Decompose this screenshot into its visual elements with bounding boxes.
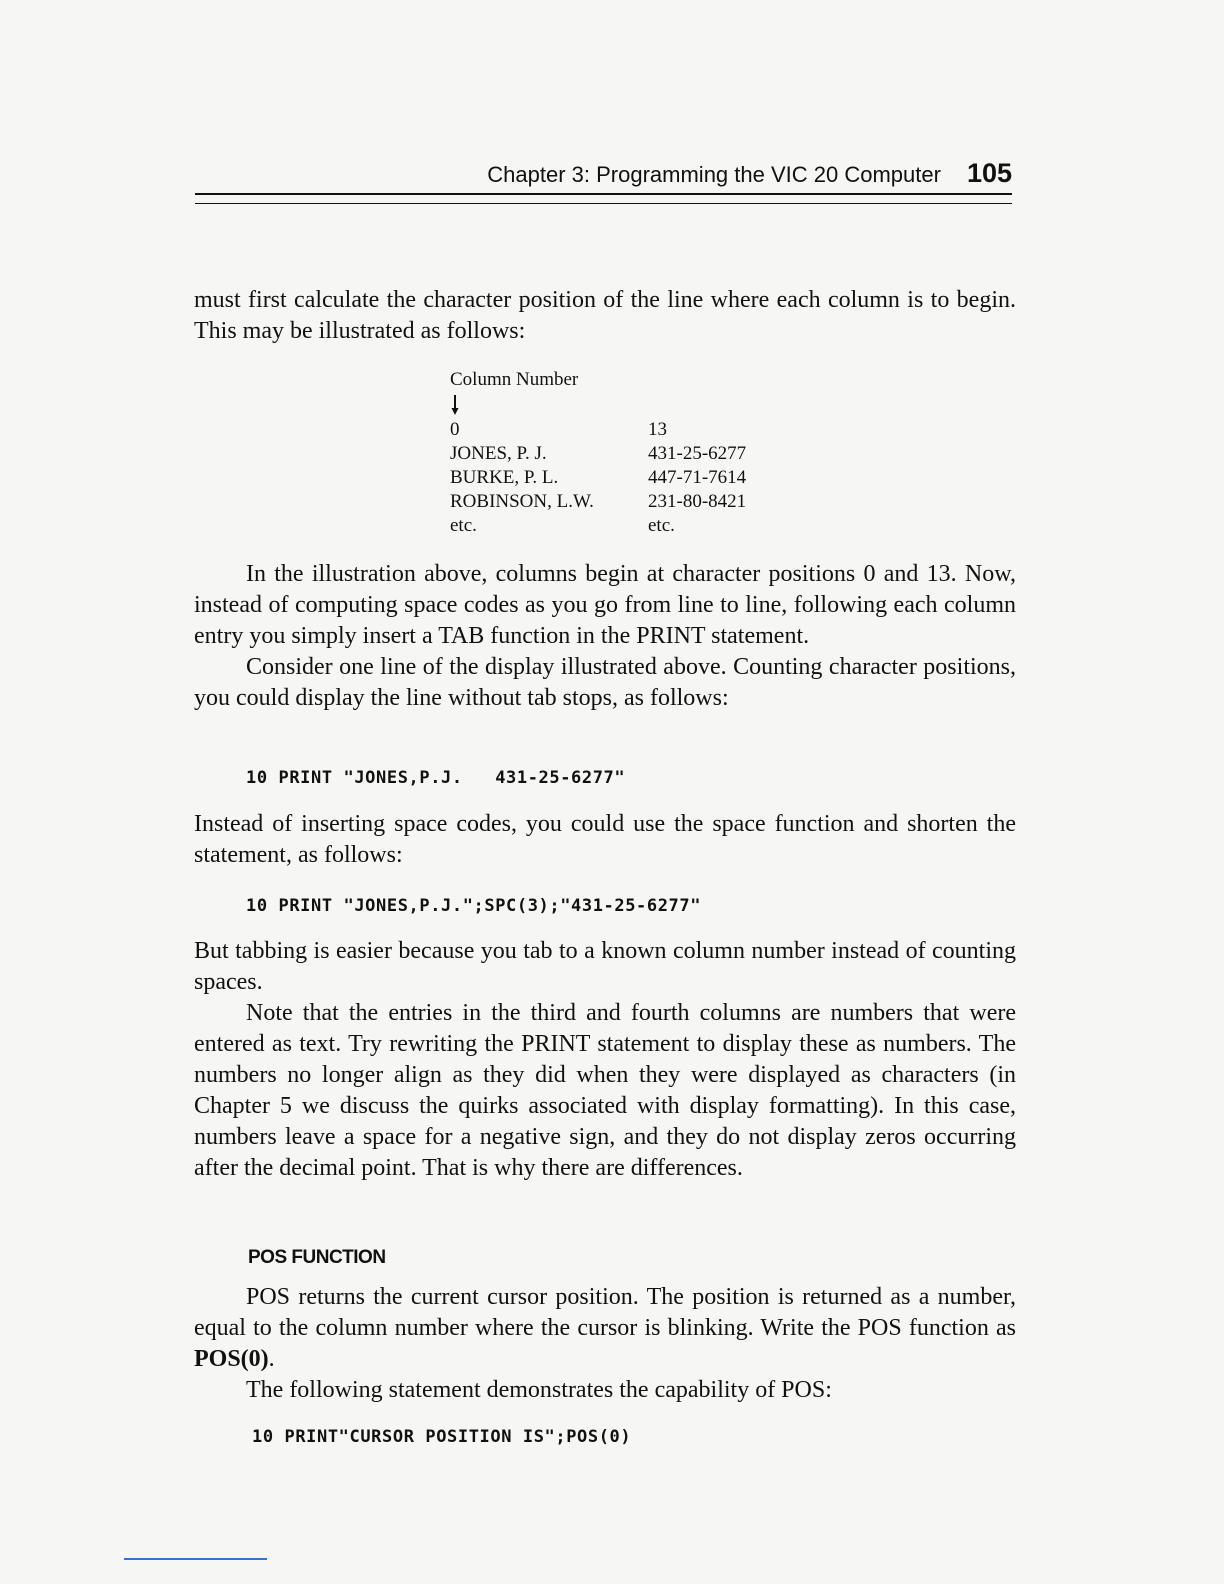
header-rule-thick [195, 193, 1012, 195]
column-illustration [450, 368, 746, 538]
table-row [450, 514, 746, 538]
footer-rule [124, 1558, 267, 1560]
table-cell: 231-80-8421 [648, 491, 747, 512]
table-row [450, 418, 746, 442]
paragraph-text: Consider one line of the display illustrated above. Counting character positions, you could display the line without tab stops, as follows: [194, 654, 1016, 711]
paragraph-text [194, 1282, 1016, 1375]
chapter-title: Chapter 3: Programming the VIC 20 Computer [487, 162, 941, 187]
paragraph-text-end: . [268, 1346, 275, 1372]
table-cell: BURKE, P. L. [450, 467, 559, 488]
inline-code-bold: POS(0) [194, 1346, 269, 1372]
illustration-heading: Column Number [450, 369, 579, 390]
paragraph-group-3 [194, 936, 1016, 1184]
section-heading: POS FUNCTION [248, 1247, 386, 1268]
table-row [450, 466, 746, 490]
table-cell: 431-25-6277 [648, 443, 747, 464]
paragraph-text: In the illustration above, columns begin at character positions 0 and 13. Now, instead of computing space codes as you go from line to line, following each column entry you simply insert a TAB function in the PRINT statement. [194, 561, 1016, 649]
illustration-table [450, 418, 746, 538]
table-cell: ROBINSON, L.W. [450, 491, 594, 512]
down-arrow-icon [450, 392, 746, 418]
paragraph-group-4 [194, 1282, 1016, 1406]
paragraph-text: must first calculate the character position of the line where each column is to begin. This may be illustrated as follows: [194, 287, 1016, 344]
table-cell: JONES, P. J. [450, 443, 547, 464]
page-number: 105 [966, 158, 1012, 188]
paragraph-text: Note that the entries in the third and fourth columns are numbers that were entered as text. Try rewriting the PRINT statement to display these as numbers. The numbers no longer align as they did when they were displayed as characters (in Chapter 5 we discuss the quirks associated with display formatting). In this case, numbers leave a space for a negative sign, and they do not display zeros occurring after the decimal point. That is why there are differences. [194, 1000, 1016, 1181]
running-header [195, 158, 1012, 190]
paragraph-text: But tabbing is easier because you tab to a known column number instead of counting spaces. [194, 938, 1016, 995]
paragraph-group-2 [194, 809, 1016, 871]
paragraph-intro [194, 285, 1016, 347]
code-line: 10 PRINT"CURSOR POSITION IS";POS(0) [252, 1427, 632, 1447]
table-cell: 0 [450, 419, 460, 440]
table-cell: etc. [648, 515, 675, 536]
code-line: 10 PRINT "JONES,P.J. 431-25-6277" [246, 768, 626, 788]
table-row [450, 442, 746, 466]
code-line: 10 PRINT "JONES,P.J.";SPC(3);"431-25-6277" [246, 896, 702, 916]
paragraph-text: The following statement demonstrates the capability of POS: [246, 1377, 832, 1403]
table-cell: etc. [450, 515, 477, 536]
header-rule-thin [195, 203, 1012, 204]
table-cell: 13 [648, 419, 667, 440]
paragraph-group-1 [194, 559, 1016, 714]
table-row [450, 490, 746, 514]
paragraph-text: Instead of inserting space codes, you could use the space function and shorten the statement, as follows: [194, 811, 1016, 868]
paragraph-text-part: POS returns the current cursor position. The position is returned as a number, equal to the column number where the cursor is blinking. Write the POS function as [194, 1284, 1016, 1341]
table-cell: 447-71-7614 [648, 467, 747, 488]
